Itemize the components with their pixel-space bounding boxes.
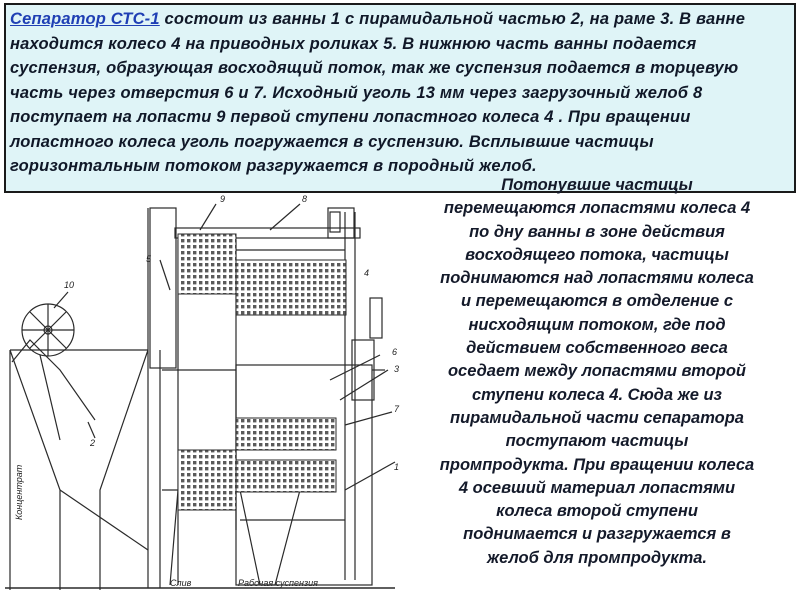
right-line: перемещаются лопастями колеса 4 — [443, 199, 751, 218]
right-line: оседает между лопастями второй — [447, 362, 747, 381]
right-line: и перемещаются в отделение с — [460, 292, 733, 311]
right-line: желоб для промпродукта. — [486, 548, 708, 567]
right-line: ступени колеса 4. Сюда же из — [472, 385, 722, 404]
right-description — [402, 174, 792, 570]
label-7: 7 — [394, 404, 400, 414]
right-line: восходящего потока, частицы — [465, 245, 729, 264]
right-line: 4 осевший материал лопастями — [458, 478, 736, 497]
label-drain: Слив — [170, 578, 192, 588]
separator-title-link[interactable]: Сепаратор СТС-1 — [10, 10, 160, 28]
label-9: 9 — [220, 194, 226, 204]
right-line: поступают частицы — [505, 432, 689, 451]
right-line: поднимается и разгружается в — [463, 525, 731, 544]
description-text: состоит из ванны 1 с пирамидальной частью 2, на раме 3. В ванне находится колесо 4 на приводных роликах 5. В нижнюю часть ванны подается суспензия, образующая восходящий поток, так же суспензия подается в торцевую часть через отверстия 6 и 7. Исходный уголь 13 мм через загрузочный желоб 8 поступает на лопасти 9 первой ступени лопастного колеса 4 . При вращении лопастного колеса уголь погружается в суспензию. Всплывшие частицы горизонтальным потоком разгружается в породный желоб. — [10, 10, 746, 175]
separator-drawing — [0, 190, 402, 600]
label-5: 5 — [146, 254, 152, 264]
label-4: 4 — [364, 268, 370, 278]
label-concentrate: Концентрат — [14, 464, 24, 520]
screen-baskets — [178, 234, 346, 510]
right-line: по дну ванны в зоне действия — [469, 222, 725, 241]
right-line: Потонувшие частицы — [501, 176, 693, 194]
description-text-box — [4, 3, 796, 193]
right-line: действием собственного веса — [466, 339, 728, 358]
right-line: промпродукта. При вращении колеса — [439, 455, 755, 474]
label-3: 3 — [394, 364, 400, 374]
label-work-suspension: Рабочая суспензия — [238, 578, 318, 588]
label-10: 10 — [64, 280, 75, 290]
right-line: пирамидальной части сепаратора — [449, 408, 744, 427]
separator-schematic — [0, 190, 402, 600]
label-1: 1 — [394, 462, 400, 472]
right-line: нисходящим потоком, где под — [468, 315, 726, 334]
label-2: 2 — [90, 438, 96, 448]
right-line: поднимаются над лопастями колеса — [440, 269, 754, 288]
label-8: 8 — [302, 194, 308, 204]
label-6: 6 — [392, 347, 398, 357]
right-line: колеса второй ступени — [496, 502, 698, 521]
